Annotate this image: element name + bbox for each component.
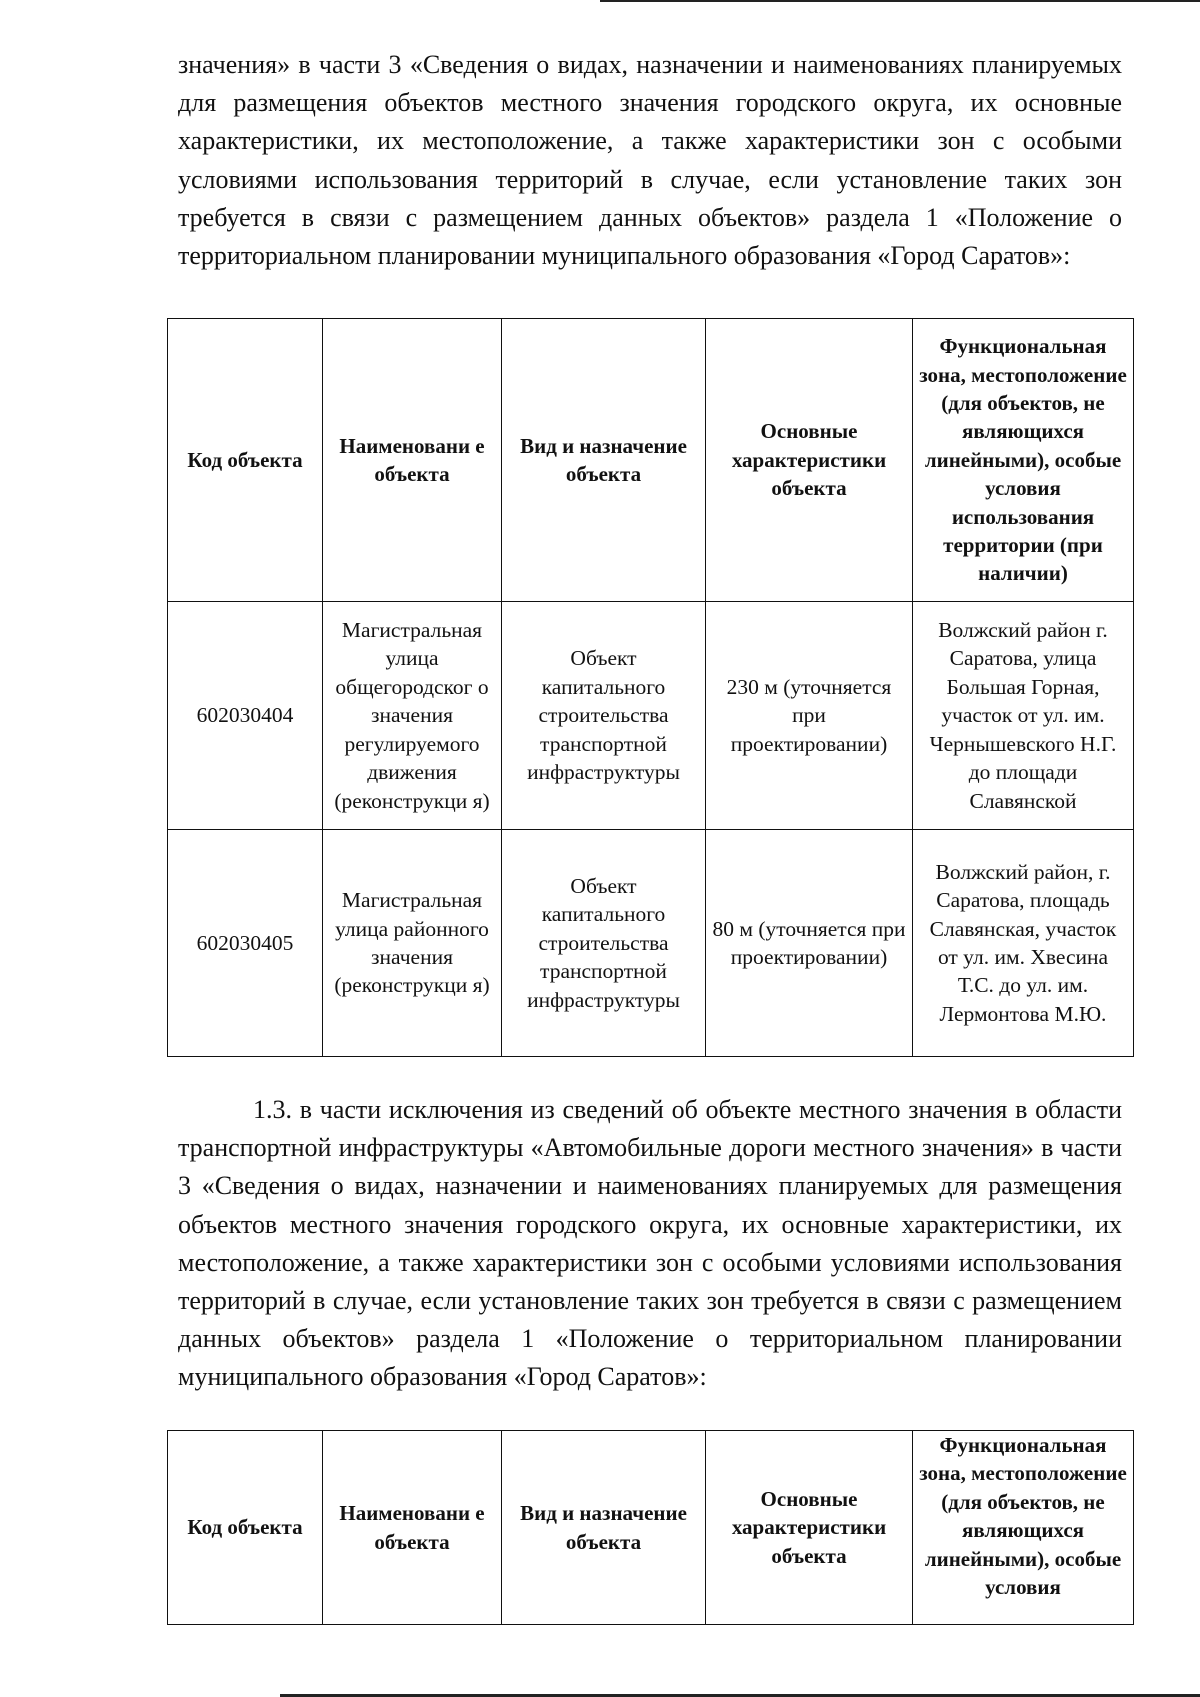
cell-code: 602030405 bbox=[168, 830, 323, 1057]
table-row bbox=[168, 830, 1134, 1057]
header-type: Вид и назначение объекта bbox=[502, 1431, 706, 1625]
paragraph-continuation: значения» в части 3 «Сведения о видах, назначении и наименованиях планируемых для размещения объектов местного значения городского округа, их основные характеристики, их местоположение, а также характеристики зон с особыми условиями использования территорий в случае, если установление таких зон требуется в связи с размещением данных объектов» раздела 1 «Положение о территориальном планировании муниципального образования «Город Саратов»: bbox=[178, 50, 1122, 271]
header-zone: Функциональная зона, местоположение (для объектов, не являющихся линейными), особые условия использования территории (при наличии) bbox=[913, 319, 1134, 602]
header-name: Наименовани е объекта bbox=[323, 1431, 502, 1625]
objects-table-2 bbox=[167, 1430, 1134, 1625]
cell-name: Магистральная улица общегородског о значения регулируемого движения (реконструкци я) bbox=[323, 602, 502, 830]
header-code: Код объекта bbox=[168, 1431, 323, 1625]
header-zone: Функциональная зона, местоположение (для объектов, не являющихся линейными), особые условия bbox=[913, 1431, 1134, 1625]
cell-zone: Волжский район г. Саратова, улица Большая Горная, участок от ул. им. Чернышевского Н.Г. до площади Славянской bbox=[913, 602, 1134, 830]
table-row bbox=[168, 602, 1134, 830]
cell-code: 602030404 bbox=[168, 602, 323, 830]
header-type: Вид и назначение объекта bbox=[502, 319, 706, 602]
cell-name: Магистральная улица районного значения (реконструкци я) bbox=[323, 830, 502, 1057]
table-header-row bbox=[168, 319, 1134, 602]
paragraph-1-3: 1.3. в части исключения из сведений об объекте местного значения в области транспортной инфраструктуры «Автомобильные дороги местного значения» в части 3 «Сведения о видах, назначении и наименованиях планируемых для размещения объектов местного значения городского округа, их основные характеристики, их местоположение, а также характеристики зон с особыми условиями использования территорий в случае, если установление таких зон требуется в связи с размещением данных объектов» раздела 1 «Положение о территориальном планировании муниципального образования «Город Саратов»: bbox=[178, 1095, 1122, 1392]
cell-type: Объект капитального строительства транспортной инфраструктуры bbox=[502, 830, 706, 1057]
cell-zone: Волжский район, г. Саратова, площадь Славянская, участок от ул. им. Хвесина Т.С. до ул. им. Лермонтова М.Ю. bbox=[913, 830, 1134, 1057]
header-characteristics: Основные характеристики объекта bbox=[706, 1431, 913, 1625]
header-code: Код объекта bbox=[168, 319, 323, 602]
header-name: Наименовани е объекта bbox=[323, 319, 502, 602]
scan-edge-top bbox=[600, 0, 1200, 2]
header-characteristics: Основные характеристики объекта bbox=[706, 319, 913, 602]
table-header-row bbox=[168, 1431, 1134, 1625]
cell-type: Объект капитального строительства транспортной инфраструктуры bbox=[502, 602, 706, 830]
objects-table-1 bbox=[167, 318, 1134, 1057]
cell-characteristics: 80 м (уточняется при проектировании) bbox=[706, 830, 913, 1057]
cell-characteristics: 230 м (уточняется при проектировании) bbox=[706, 602, 913, 830]
